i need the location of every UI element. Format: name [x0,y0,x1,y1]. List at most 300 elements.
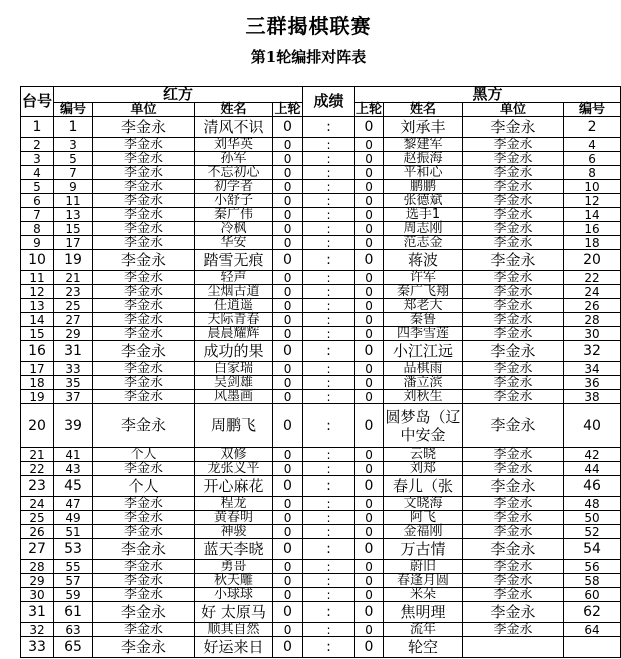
red-seat-no: 21 [54,271,93,285]
red-name: 秋天雕 [195,574,273,588]
red-seat-no: 9 [54,180,93,194]
pairing-sheet [20,85,620,656]
table-no: 9 [21,236,54,250]
black-unit: 李金永 [463,236,564,250]
red-name: 好 太原马 [195,602,273,623]
table-row [21,285,621,299]
red-upper: 0 [273,560,303,574]
table-no: 2 [21,138,54,152]
table-row [21,250,621,271]
red-unit: 李金永 [93,525,195,539]
black-seat-no: 28 [564,313,621,327]
red-unit: 李金永 [93,180,195,194]
black-seat-no: 32 [564,341,621,362]
red-unit: 李金永 [93,222,195,236]
black-seat-no: 40 [564,404,621,448]
red-name: 初学者 [195,180,273,194]
black-name: 平和心 [384,166,463,180]
black-upper: 0 [355,271,384,285]
red-unit: 个人 [93,476,195,497]
result-separator: : [303,236,355,250]
table-no: 23 [21,476,54,497]
black-upper: 0 [355,602,384,623]
red-seat-no: 55 [54,560,93,574]
red-name: 风墨画 [195,390,273,404]
red-upper: 0 [273,152,303,166]
black-name: 流年 [384,623,463,637]
table-row [21,623,621,637]
red-upper: 0 [273,637,303,658]
red-name: 小舒子 [195,194,273,208]
red-name: 华安 [195,236,273,250]
red-seat-no: 39 [54,404,93,448]
table-no: 21 [21,448,54,462]
red-seat-no: 27 [54,313,93,327]
black-name: 品棋雨 [384,362,463,376]
red-unit: 李金永 [93,138,195,152]
red-seat-no: 11 [54,194,93,208]
black-upper: 0 [355,362,384,376]
black-unit: 李金永 [463,448,564,462]
red-upper: 0 [273,602,303,623]
red-name: 踏雪无痕 [195,250,273,271]
header-black-unit: 单位 [463,103,564,117]
red-seat-no: 33 [54,362,93,376]
red-seat-no: 65 [54,637,93,658]
result-separator: : [303,194,355,208]
black-upper: 0 [355,166,384,180]
black-name: 轮空 [384,637,463,658]
table-row [21,602,621,623]
red-upper: 0 [273,448,303,462]
black-unit: 李金永 [463,560,564,574]
red-seat-no: 49 [54,511,93,525]
header-row-groups [21,87,621,103]
red-name: 好运来日 [195,637,273,658]
red-seat-no: 53 [54,539,93,560]
black-unit: 李金永 [463,623,564,637]
black-unit: 李金永 [463,341,564,362]
header-table-no: 台号 [21,87,54,117]
black-seat-no: 62 [564,602,621,623]
black-unit: 李金永 [463,376,564,390]
black-name: 鹏鹏 [384,180,463,194]
header-black-upper: 上轮 [356,102,383,117]
red-seat-no: 29 [54,327,93,341]
result-separator: : [303,271,355,285]
red-unit: 李金永 [93,166,195,180]
black-unit: 李金永 [463,462,564,476]
black-unit: 李金永 [463,194,564,208]
result-separator: : [303,152,355,166]
black-seat-no: 8 [564,166,621,180]
table-no: 32 [21,623,54,637]
red-seat-no: 13 [54,208,93,222]
result-separator: : [303,362,355,376]
result-separator: : [303,138,355,152]
red-upper: 0 [273,194,303,208]
table-no: 10 [21,250,54,271]
black-seat-no: 60 [564,588,621,602]
red-upper: 0 [273,271,303,285]
black-upper: 0 [355,560,384,574]
table-no: 29 [21,574,54,588]
table-row [21,299,621,313]
table-row [21,236,621,250]
table-no: 1 [21,117,54,138]
red-unit: 李金永 [93,208,195,222]
table-no: 22 [21,462,54,476]
table-no: 33 [21,637,54,658]
red-unit: 李金永 [93,390,195,404]
red-upper: 0 [273,208,303,222]
table-no: 4 [21,166,54,180]
table-row [21,117,621,138]
header-red-name: 姓名 [195,103,273,117]
red-unit: 李金永 [93,362,195,376]
table-no: 18 [21,376,54,390]
table-row [21,152,621,166]
black-seat-no: 10 [564,180,621,194]
black-name: 米朵 [384,588,463,602]
black-seat-no: 18 [564,236,621,250]
black-name: 焦明理 [384,602,463,623]
table-row [21,448,621,462]
result-separator: : [303,539,355,560]
black-unit: 李金永 [463,285,564,299]
result-separator: : [303,299,355,313]
red-upper: 0 [273,511,303,525]
result-separator: : [303,313,355,327]
black-seat-no: 64 [564,623,621,637]
header-result: 成绩 [303,87,355,117]
red-upper: 0 [273,166,303,180]
table-no: 30 [21,588,54,602]
red-seat-no: 1 [54,117,93,138]
black-seat-no: 48 [564,497,621,511]
red-upper: 0 [273,285,303,299]
black-name: 金福刚 [384,525,463,539]
black-name: 潘立滨 [384,376,463,390]
result-separator: : [303,285,355,299]
table-no: 19 [21,390,54,404]
black-seat-no: 36 [564,376,621,390]
table-no: 26 [21,525,54,539]
red-unit: 李金永 [93,376,195,390]
red-name: 勇哥 [195,560,273,574]
red-name: 刘华英 [195,138,273,152]
red-name: 白家瑞 [195,362,273,376]
result-separator: : [303,376,355,390]
table-row [21,208,621,222]
red-name: 程龙 [195,497,273,511]
table-no: 24 [21,497,54,511]
red-name: 任逍遥 [195,299,273,313]
black-seat-no: 44 [564,462,621,476]
red-name: 孙军 [195,152,273,166]
black-unit: 李金永 [463,180,564,194]
black-unit [463,637,564,658]
red-seat-no: 59 [54,588,93,602]
red-unit: 李金永 [93,117,195,138]
red-name: 冷枫 [195,222,273,236]
red-unit: 李金永 [93,341,195,362]
black-name: 春儿（张 [384,476,463,497]
black-upper: 0 [355,637,384,658]
black-name: 春逢月圆 [384,574,463,588]
red-seat-no: 31 [54,341,93,362]
black-upper: 0 [355,250,384,271]
red-unit: 李金永 [93,236,195,250]
black-upper: 0 [355,376,384,390]
table-no: 13 [21,299,54,313]
red-upper: 0 [273,623,303,637]
red-name: 蓝天李晓 [195,539,273,560]
result-separator: : [303,166,355,180]
table-no: 6 [21,194,54,208]
black-name: 圆梦岛（辽中安金 [384,404,463,448]
red-upper: 0 [273,376,303,390]
table-row [21,327,621,341]
red-seat-no: 51 [54,525,93,539]
table-no: 16 [21,341,54,362]
black-unit: 李金永 [463,511,564,525]
red-name: 黄春明 [195,511,273,525]
table-row [21,574,621,588]
red-name: 清风不识 [195,117,273,138]
black-name: 许军 [384,271,463,285]
black-seat-no: 24 [564,285,621,299]
red-unit: 李金永 [93,250,195,271]
red-seat-no: 45 [54,476,93,497]
black-upper: 0 [355,462,384,476]
result-separator: : [303,404,355,448]
black-upper: 0 [355,623,384,637]
black-seat-no: 46 [564,476,621,497]
black-name: 蔚旧 [384,560,463,574]
black-upper: 0 [355,313,384,327]
black-seat-no: 58 [564,574,621,588]
black-name: 四季雪莲 [384,327,463,341]
red-unit: 李金永 [93,574,195,588]
black-unit: 李金永 [463,250,564,271]
red-name: 神骏 [195,525,273,539]
red-upper: 0 [273,138,303,152]
black-name: 选手1 [384,208,463,222]
black-unit: 李金永 [463,299,564,313]
black-unit: 李金永 [463,117,564,138]
black-upper: 0 [355,236,384,250]
black-name: 范志金 [384,236,463,250]
black-upper: 0 [355,511,384,525]
table-row [21,194,621,208]
red-upper: 0 [273,539,303,560]
black-name: 周志刚 [384,222,463,236]
red-unit: 李金永 [93,285,195,299]
red-name: 龙张义平 [195,462,273,476]
red-seat-no: 3 [54,138,93,152]
black-unit: 李金永 [463,313,564,327]
red-name: 尘烟古道 [195,285,273,299]
table-no: 11 [21,271,54,285]
red-seat-no: 7 [54,166,93,180]
red-name: 不忘初心 [195,166,273,180]
table-no: 27 [21,539,54,560]
result-separator: : [303,497,355,511]
result-separator: : [303,574,355,588]
black-name: 刘承丰 [384,117,463,138]
red-unit: 李金永 [93,313,195,327]
result-separator: : [303,390,355,404]
black-upper: 0 [355,285,384,299]
black-seat-no: 16 [564,222,621,236]
pairing-table [20,86,621,658]
red-seat-no: 35 [54,376,93,390]
table-no: 5 [21,180,54,194]
result-separator: : [303,448,355,462]
red-unit: 李金永 [93,539,195,560]
result-separator: : [303,511,355,525]
table-row [21,560,621,574]
black-name: 云晓 [384,448,463,462]
header-red-unit: 单位 [93,103,195,117]
black-name: 文晓海 [384,497,463,511]
header-red: 红方 [54,87,303,103]
red-upper: 0 [273,299,303,313]
result-separator: : [303,623,355,637]
red-name: 晨晨耀辉 [195,327,273,341]
black-seat-no: 54 [564,539,621,560]
black-name: 刘秋生 [384,390,463,404]
red-name: 轻声 [195,271,273,285]
red-upper: 0 [273,588,303,602]
red-seat-no: 47 [54,497,93,511]
red-upper: 0 [273,362,303,376]
black-name: 秦广飞翔 [384,285,463,299]
black-unit: 李金永 [463,208,564,222]
red-seat-no: 17 [54,236,93,250]
red-seat-no: 37 [54,390,93,404]
black-seat-no: 30 [564,327,621,341]
table-row [21,341,621,362]
red-name: 吴剑雄 [195,376,273,390]
black-name: 秦鲁 [384,313,463,327]
black-unit: 李金永 [463,390,564,404]
table-row [21,166,621,180]
black-seat-no: 6 [564,152,621,166]
black-unit: 李金永 [463,166,564,180]
header-black: 黑方 [355,87,621,103]
black-seat-no: 50 [564,511,621,525]
black-upper: 0 [355,208,384,222]
red-upper: 0 [273,222,303,236]
table-row [21,497,621,511]
table-no: 7 [21,208,54,222]
red-upper: 0 [273,341,303,362]
red-unit: 个人 [93,448,195,462]
table-row [21,138,621,152]
black-unit: 李金永 [463,588,564,602]
result-separator: : [303,525,355,539]
black-name: 郑老大 [384,299,463,313]
black-unit: 李金永 [463,539,564,560]
black-upper: 0 [355,194,384,208]
black-upper: 0 [355,476,384,497]
header-black-name: 姓名 [384,103,463,117]
black-unit: 李金永 [463,497,564,511]
black-upper: 0 [355,138,384,152]
black-unit: 李金永 [463,152,564,166]
table-row [21,511,621,525]
red-unit: 李金永 [93,588,195,602]
red-unit: 李金永 [93,560,195,574]
black-name: 阿飞 [384,511,463,525]
page-title: 三群揭棋联赛 [245,14,372,38]
table-row [21,637,621,658]
black-upper: 0 [355,404,384,448]
table-row [21,525,621,539]
red-unit: 李金永 [93,327,195,341]
table-row [21,476,621,497]
red-unit: 李金永 [93,623,195,637]
black-name: 黎建军 [384,138,463,152]
black-seat-no: 38 [564,390,621,404]
black-upper: 0 [355,222,384,236]
red-upper: 0 [273,250,303,271]
result-separator: : [303,588,355,602]
black-upper: 0 [355,588,384,602]
red-upper: 0 [273,313,303,327]
red-name: 成功的果 [195,341,273,362]
table-no: 31 [21,602,54,623]
black-name: 张德斌 [384,194,463,208]
black-upper: 0 [355,539,384,560]
table-no: 8 [21,222,54,236]
red-seat-no: 15 [54,222,93,236]
table-row [21,539,621,560]
table-no: 3 [21,152,54,166]
table-no: 14 [21,313,54,327]
table-no: 15 [21,327,54,341]
red-upper: 0 [273,525,303,539]
header-red-seat-no: 编号 [54,103,93,117]
red-name: 开心麻花 [195,476,273,497]
page-subtitle: 第1轮编排对阵表 [250,48,367,66]
result-separator: : [303,327,355,341]
red-name: 秦广伟 [195,208,273,222]
black-upper: 0 [355,299,384,313]
table-row [21,376,621,390]
red-name: 天际青春 [195,313,273,327]
result-separator: : [303,602,355,623]
red-name: 周鹏飞 [195,404,273,448]
red-seat-no: 5 [54,152,93,166]
result-separator: : [303,250,355,271]
black-seat-no: 22 [564,271,621,285]
black-unit: 李金永 [463,525,564,539]
black-seat-no: 12 [564,194,621,208]
black-name: 刘郑 [384,462,463,476]
result-separator: : [303,208,355,222]
red-upper: 0 [273,117,303,138]
red-seat-no: 25 [54,299,93,313]
table-no: 28 [21,560,54,574]
red-unit: 李金永 [93,194,195,208]
red-unit: 李金永 [93,271,195,285]
black-name: 小江江远 [384,341,463,362]
black-seat-no: 26 [564,299,621,313]
header-black-seat-no: 编号 [564,103,621,117]
